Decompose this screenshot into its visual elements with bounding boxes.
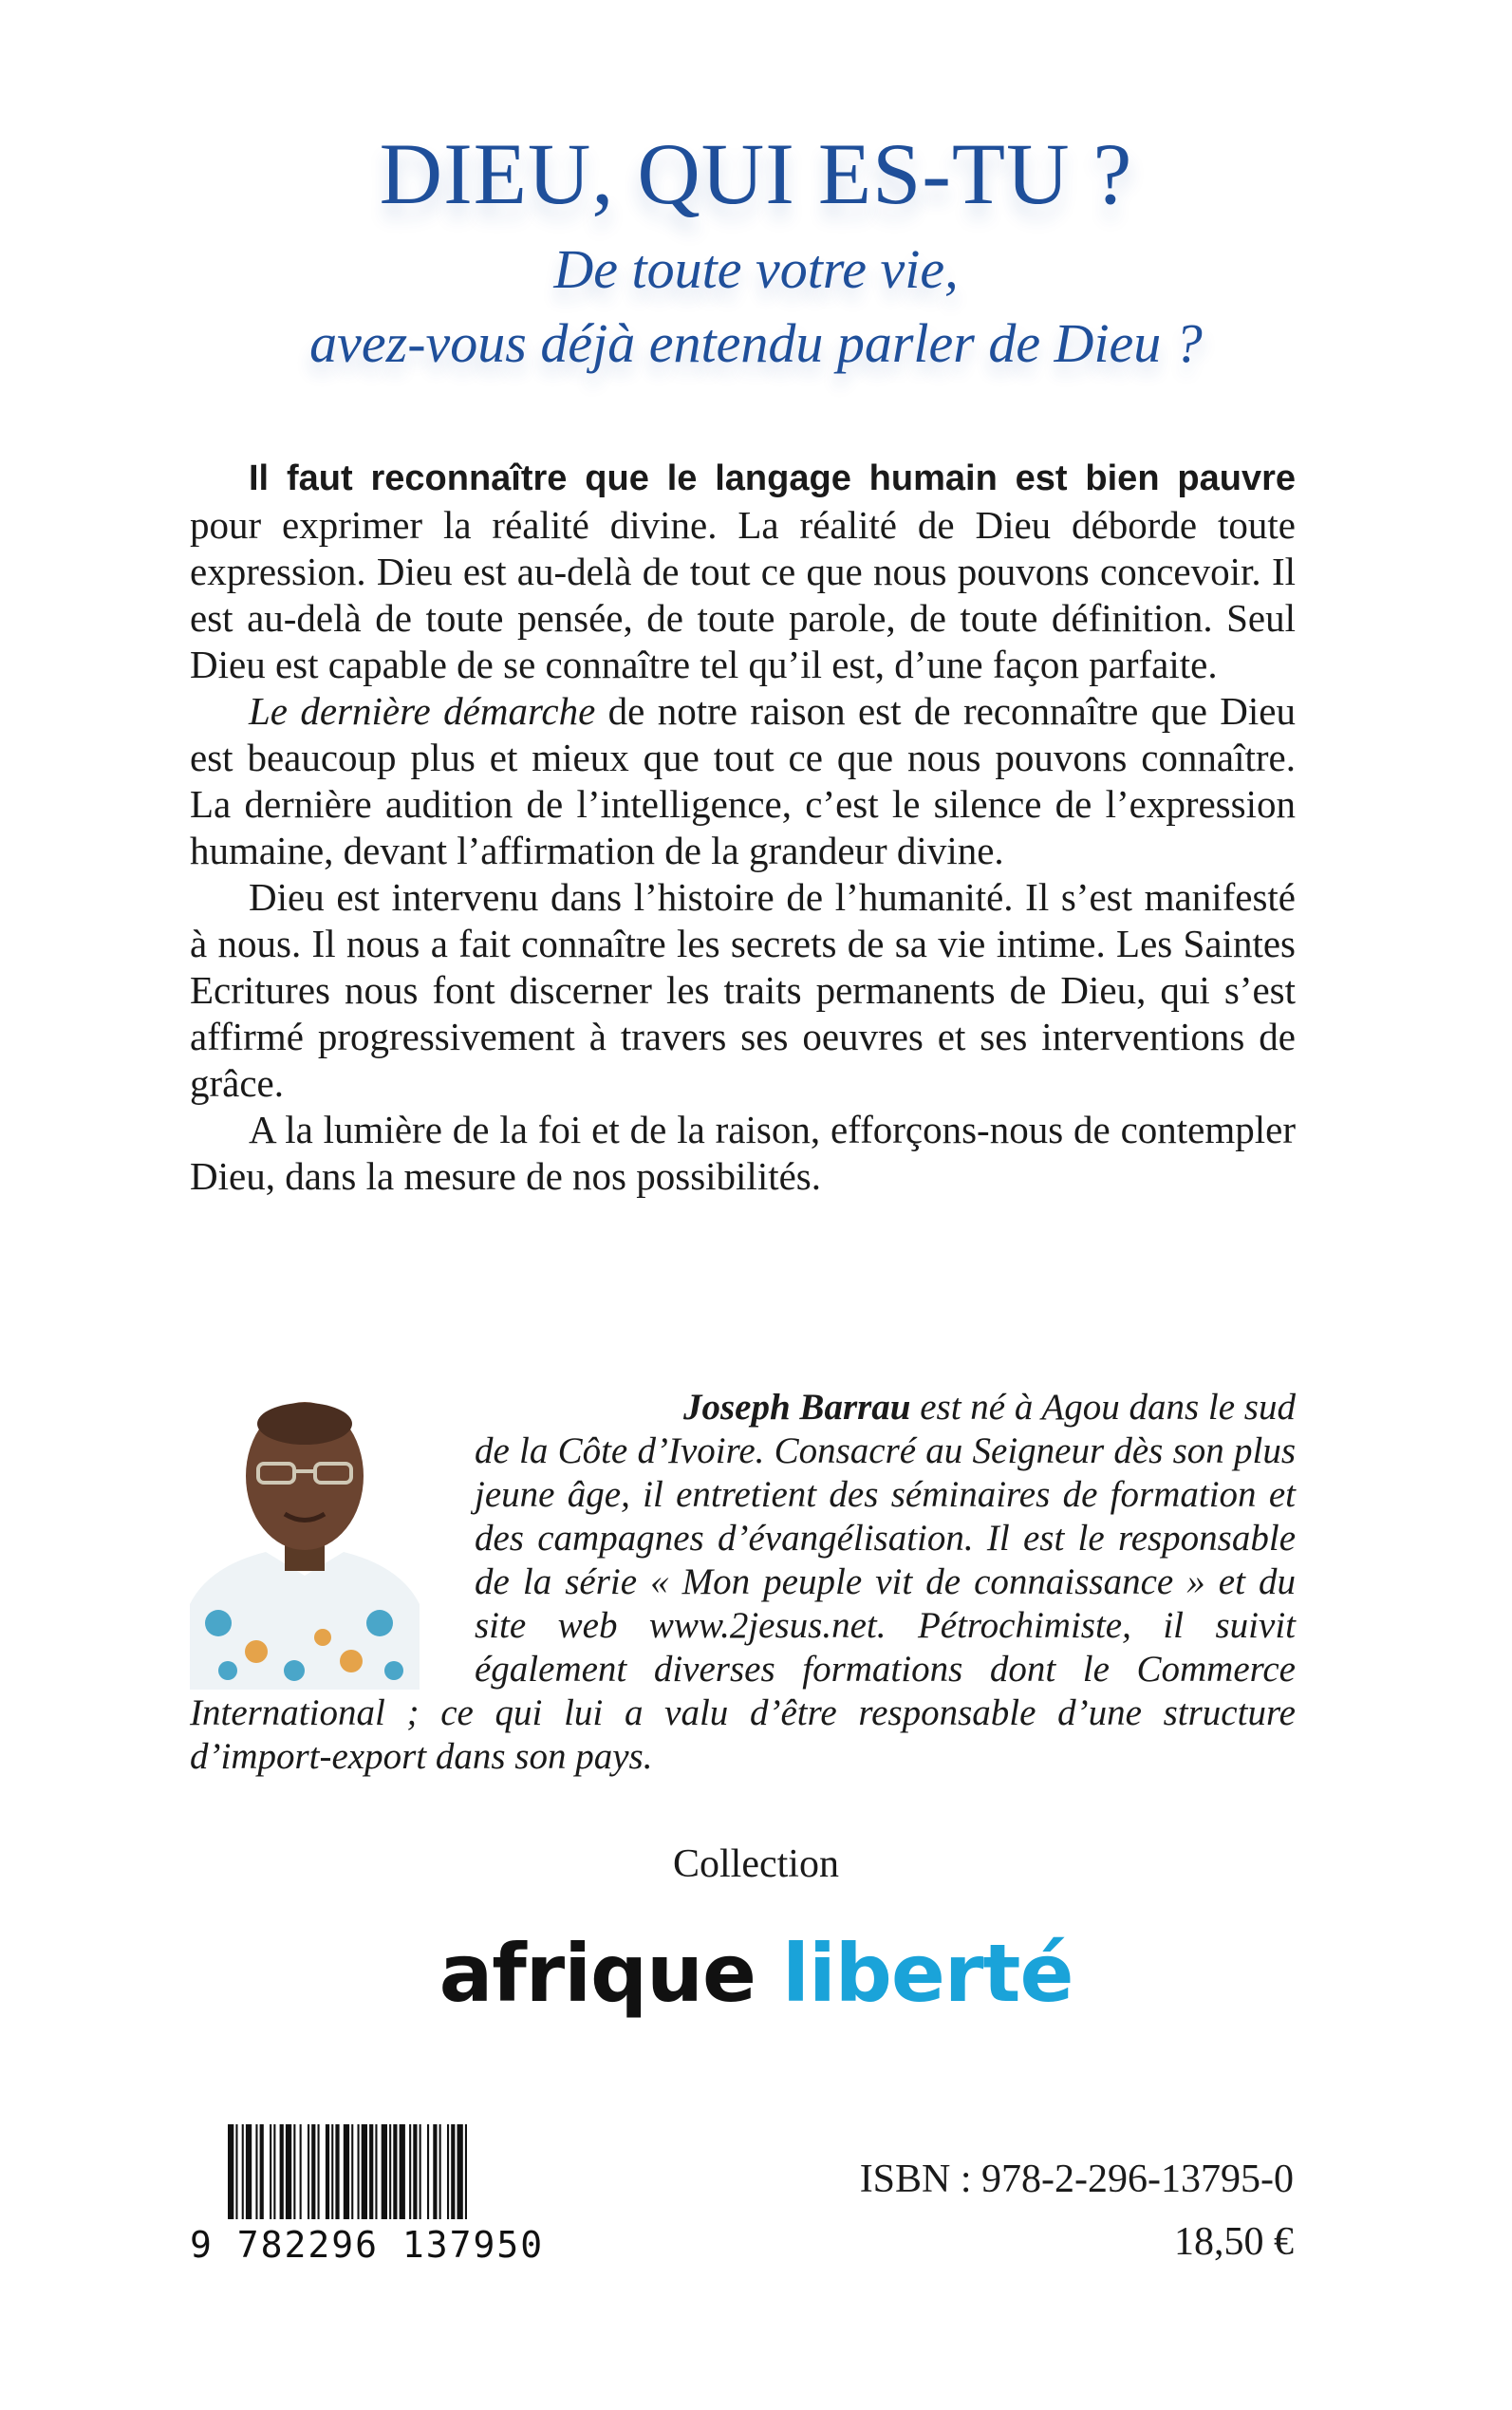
price: 18,50 € [1174, 2220, 1294, 2264]
collection-label: Collection [673, 1842, 839, 1886]
blurb-paragraph-3: Dieu est intervenu dans l’histoire de l’humanité. Il s’est manifesté à nous. Il nous a fait connaître les secrets de sa vie intime. Les Saintes Ecritures nous font discerner les traits permanents de Dieu, qui s’est affirmé progressivement à travers ses oeuvres et ses interventions de grâce. [190, 875, 1296, 1105]
isbn: ISBN : 978-2-296-13795-0 [859, 2158, 1294, 2201]
blurb-paragraph-2-rest: de notre raison est de reconnaître que Dieu est beaucoup plus et mieux que tout ce que nous pouvons connaître. La dernière audition de l’intelligence, c’est le silence de l’expression humaine, devant l’affirmation de la grandeur divine. [190, 689, 1296, 872]
author-bio-text: est né à Agou dans le sud de la Côte d’Ivoire. Consacré au Seigneur dès son plus jeune âge, il entretient des séminaires de formation et des campagnes d’évangélisation. Il est le responsable de la série « Mon peuple vit de connaissance » et du site web www.2jesus.net. Pétrochimiste, il suivit également diverses formations dont le Commerce International ; ce qui lui a valu d’être responsable d’une structure d’import-export dans son pays. [190, 1387, 1296, 1777]
blurb-text [190, 454, 1296, 1200]
blurb-paragraph-2 [190, 688, 1296, 874]
book-title: DIEU, QUI ES-TU ? [379, 125, 1133, 222]
subtitle-line-2: avez-vous déjà entendu parler de Dieu ? [309, 312, 1203, 374]
logo-word-afrique: afrique [439, 1927, 756, 2020]
subtitle-line-1: De toute votre vie, [553, 238, 959, 300]
collection-logo [0, 1927, 1512, 2020]
author-photo [190, 1386, 420, 1690]
barcode-digits: 9 782296 137950 [190, 2224, 545, 2266]
blurb-emphasis: Le dernière démarche [249, 689, 596, 733]
logo-word-liberte: liberté [782, 1927, 1073, 2020]
blurb-paragraph-1-rest: pour exprimer la réalité divine. La réalité de Dieu déborde toute expression. Dieu est au-delà de tout ce que nous pouvons concevoir. Il est au-delà de toute pensée, de toute parole, de toute définition. Seul Dieu est capable de se connaître tel qu’il est, d’une façon parfaite. [190, 503, 1296, 686]
blurb-paragraph-1 [190, 454, 1296, 688]
author-name: Joseph Barrau [683, 1387, 911, 1428]
blurb-lead: Il faut reconnaître que le langage humain est bien pauvre [249, 458, 1296, 498]
blurb-paragraph-4: A la lumière de la foi et de la raison, efforçons-nous de contempler Dieu, dans la mesure de nos possibilités. [190, 1108, 1296, 1198]
